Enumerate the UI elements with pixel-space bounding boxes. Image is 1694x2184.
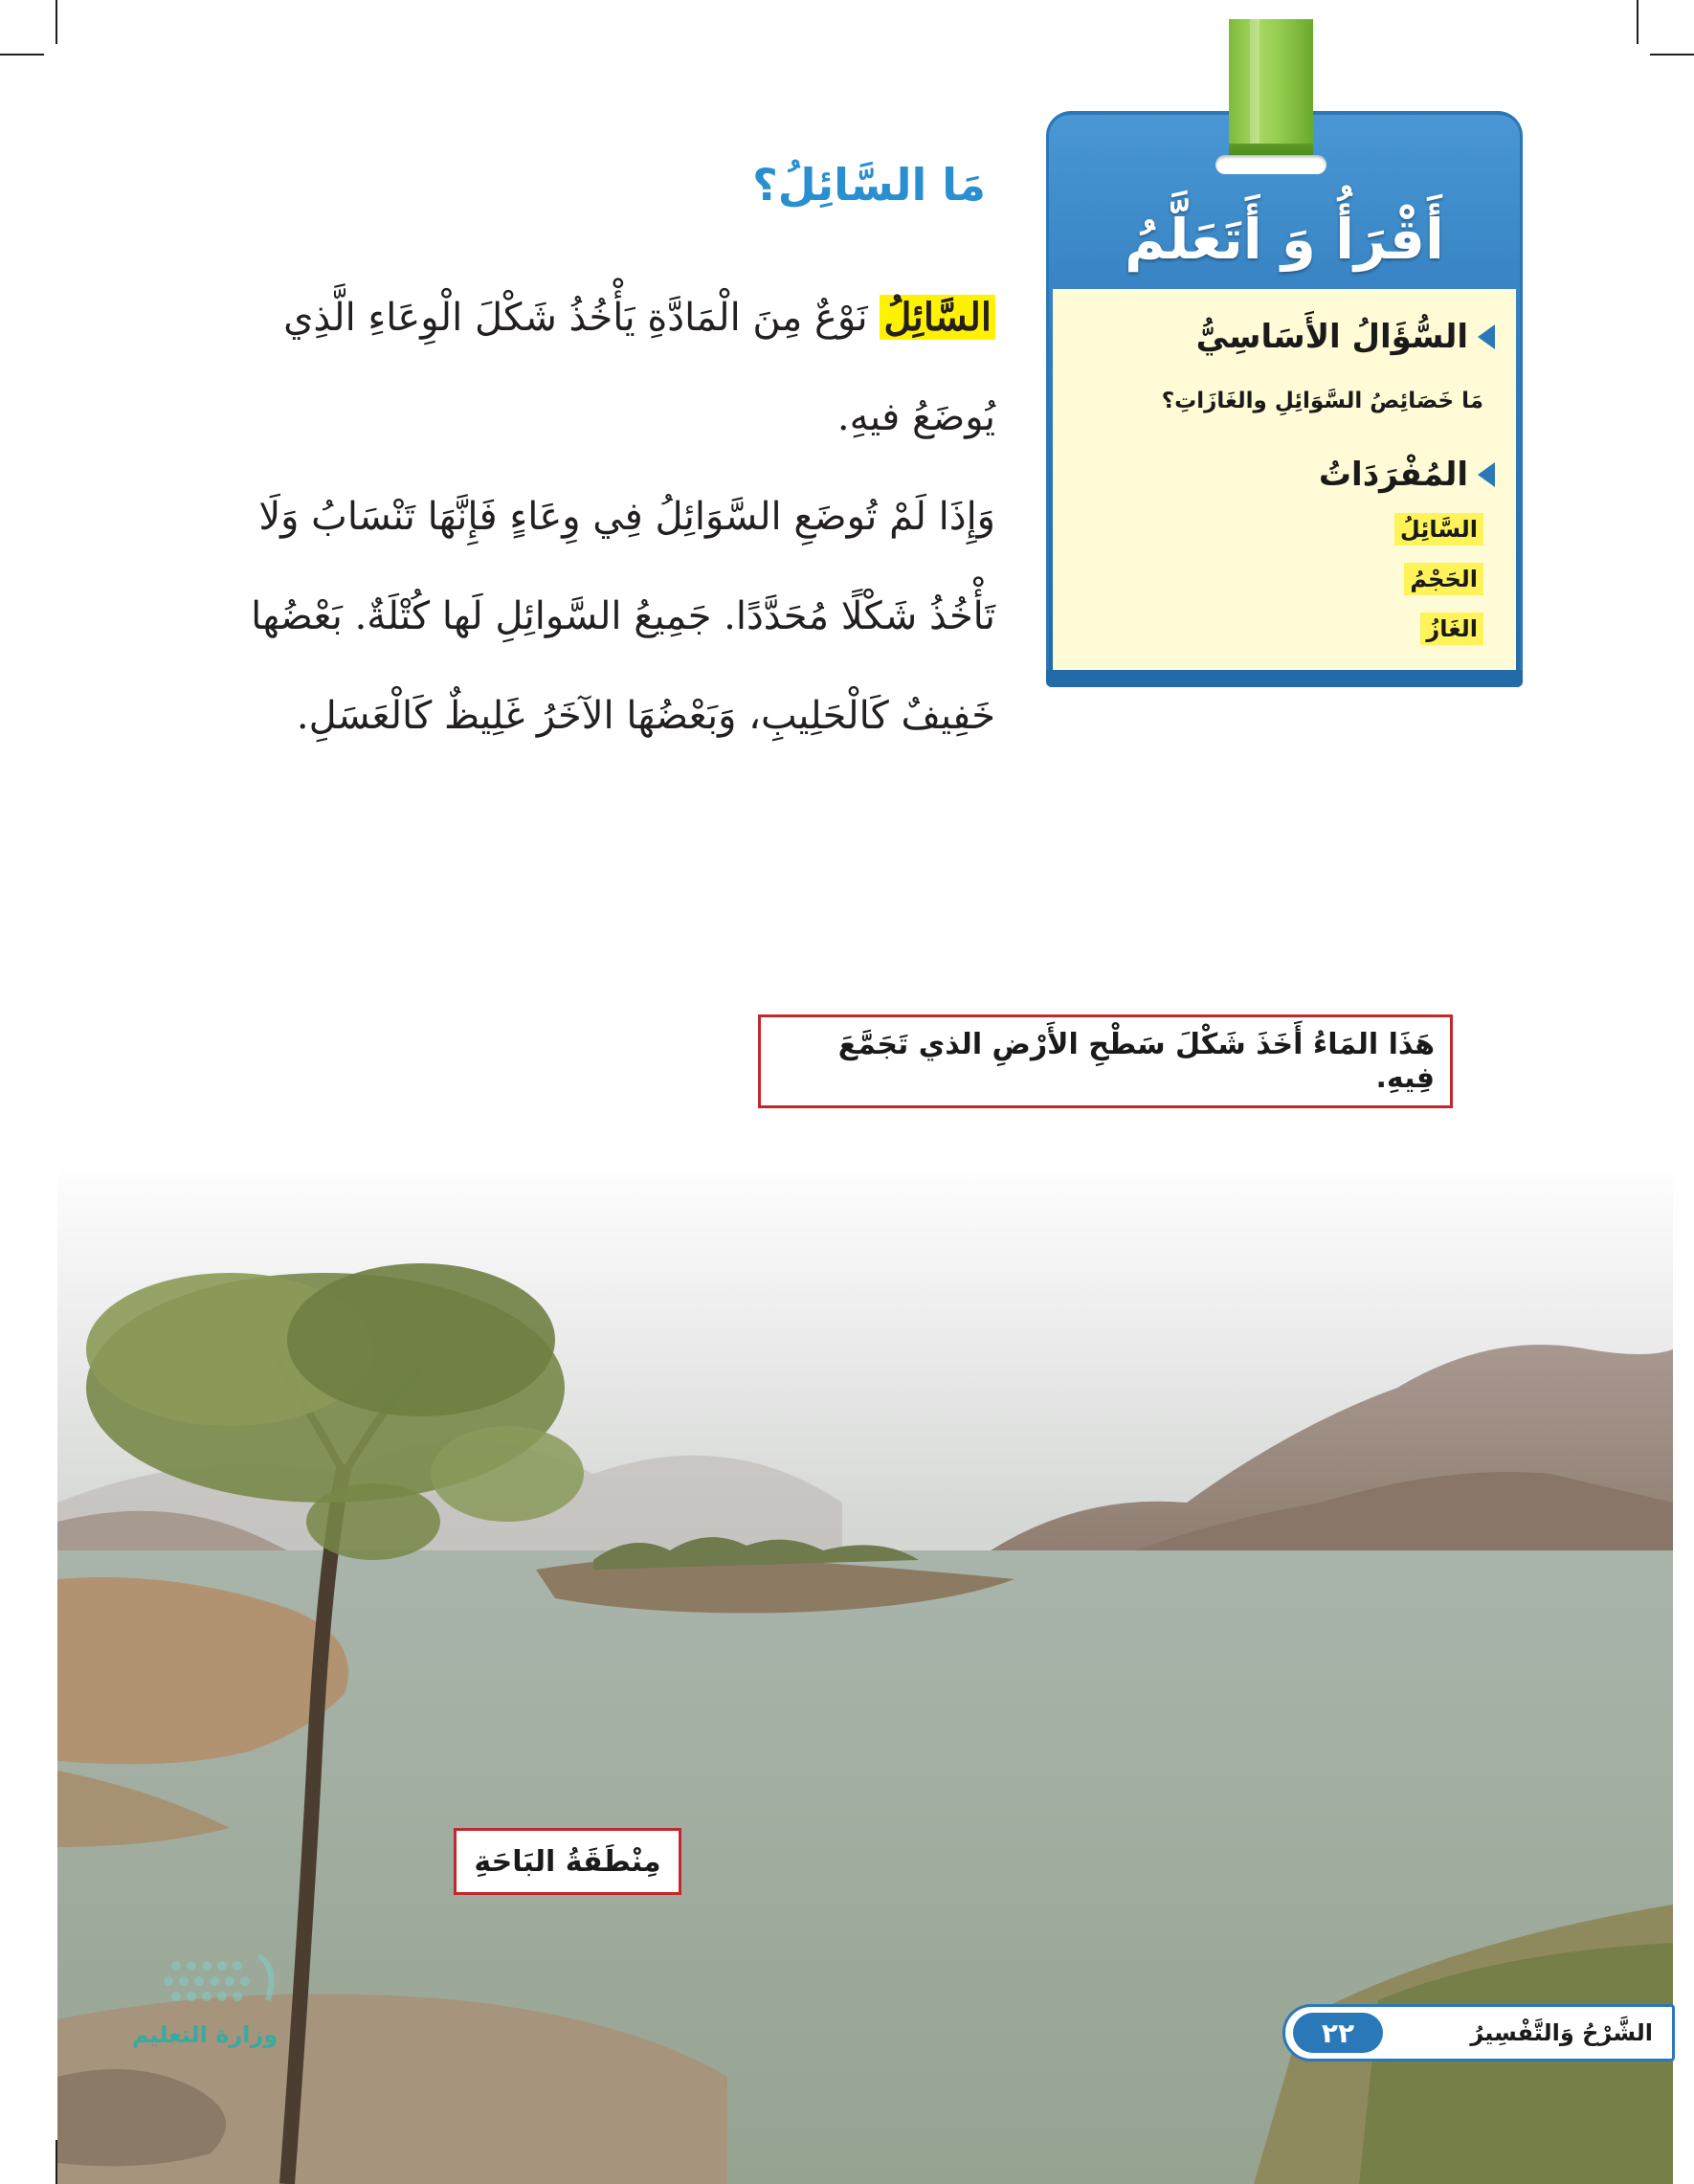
ribbon-slot [1215,155,1326,174]
vocabulary-heading-text: المُفْرَدَاتُ [1318,456,1468,494]
pointer-arrow-icon [1478,462,1495,487]
crop-mark [56,0,57,44]
page-footer [1282,2004,1675,2061]
crop-mark [1650,54,1694,56]
panel-bottom-bar [1046,670,1523,687]
crop-mark [0,54,44,56]
key-term: السَّائِلُ [880,295,995,340]
vocabulary-item: الحَجْمُ [1404,563,1483,595]
watermark-text: وزارة التعليم [131,2021,279,2048]
section-heading: مَا السَّائِلُ؟ [752,159,986,211]
lesson-paragraph: وَإِذَا لَمْ تُوضَعِ السَّوَائِلُ فِي وِعَاءٍ فَإِنَّهَا تَنْسَابُ وَلَا تَأْخُذُ شَكْلًا مُحَدَّدًا. جَمِيعُ السَّوائِلِ لَها كُتْلَةٌ. بَعْضُها خَفِيفٌ كَالْحَلِيبِ، وَبَعْضُهَا الآخَرُ غَلِيظٌ كَالْعَسَلِ. [251,495,995,738]
lesson-text [220,268,995,766]
pointer-arrow-icon [1478,324,1495,349]
footer-section-label: الشَّرْحُ وَالتَّفْسِيرُ [1470,2019,1653,2046]
page-number: ٢٢ [1293,2013,1383,2053]
panel-body [1053,289,1516,670]
vocabulary-item: الغَازُ [1420,613,1483,645]
panel-title: أَقْرَأُ وَ أَتَعَلَّمُ [1125,207,1444,272]
photo-caption: هَذَا المَاءُ أَخَذَ شَكْلَ سَطْحِ الأَرْضِ الذي تَجَمَّعَ فِيهِ. [758,1014,1453,1108]
vocabulary-heading [1319,456,1495,494]
essential-question: مَا خَصَائِصُ السَّوَائِلِ والغَازَاتِ؟ [1161,389,1483,413]
region-label: مِنْطَقَةُ البَاحَةِ [454,1828,681,1895]
term-definition: نَوْعٌ مِنَ الْمَادَّةِ يَأْخُذُ شَكْلَ الْوِعَاءِ الَّذِي يُوضَعُ فيهِ. [283,296,995,439]
essential-question-heading [1196,318,1495,356]
ribbon-highlight [1250,19,1259,144]
essential-question-heading-text: السُّؤَالُ الأَسَاسِيُّ [1195,318,1468,356]
crop-mark [1637,0,1638,44]
vocabulary-item: السَّائِلُ [1394,513,1483,546]
